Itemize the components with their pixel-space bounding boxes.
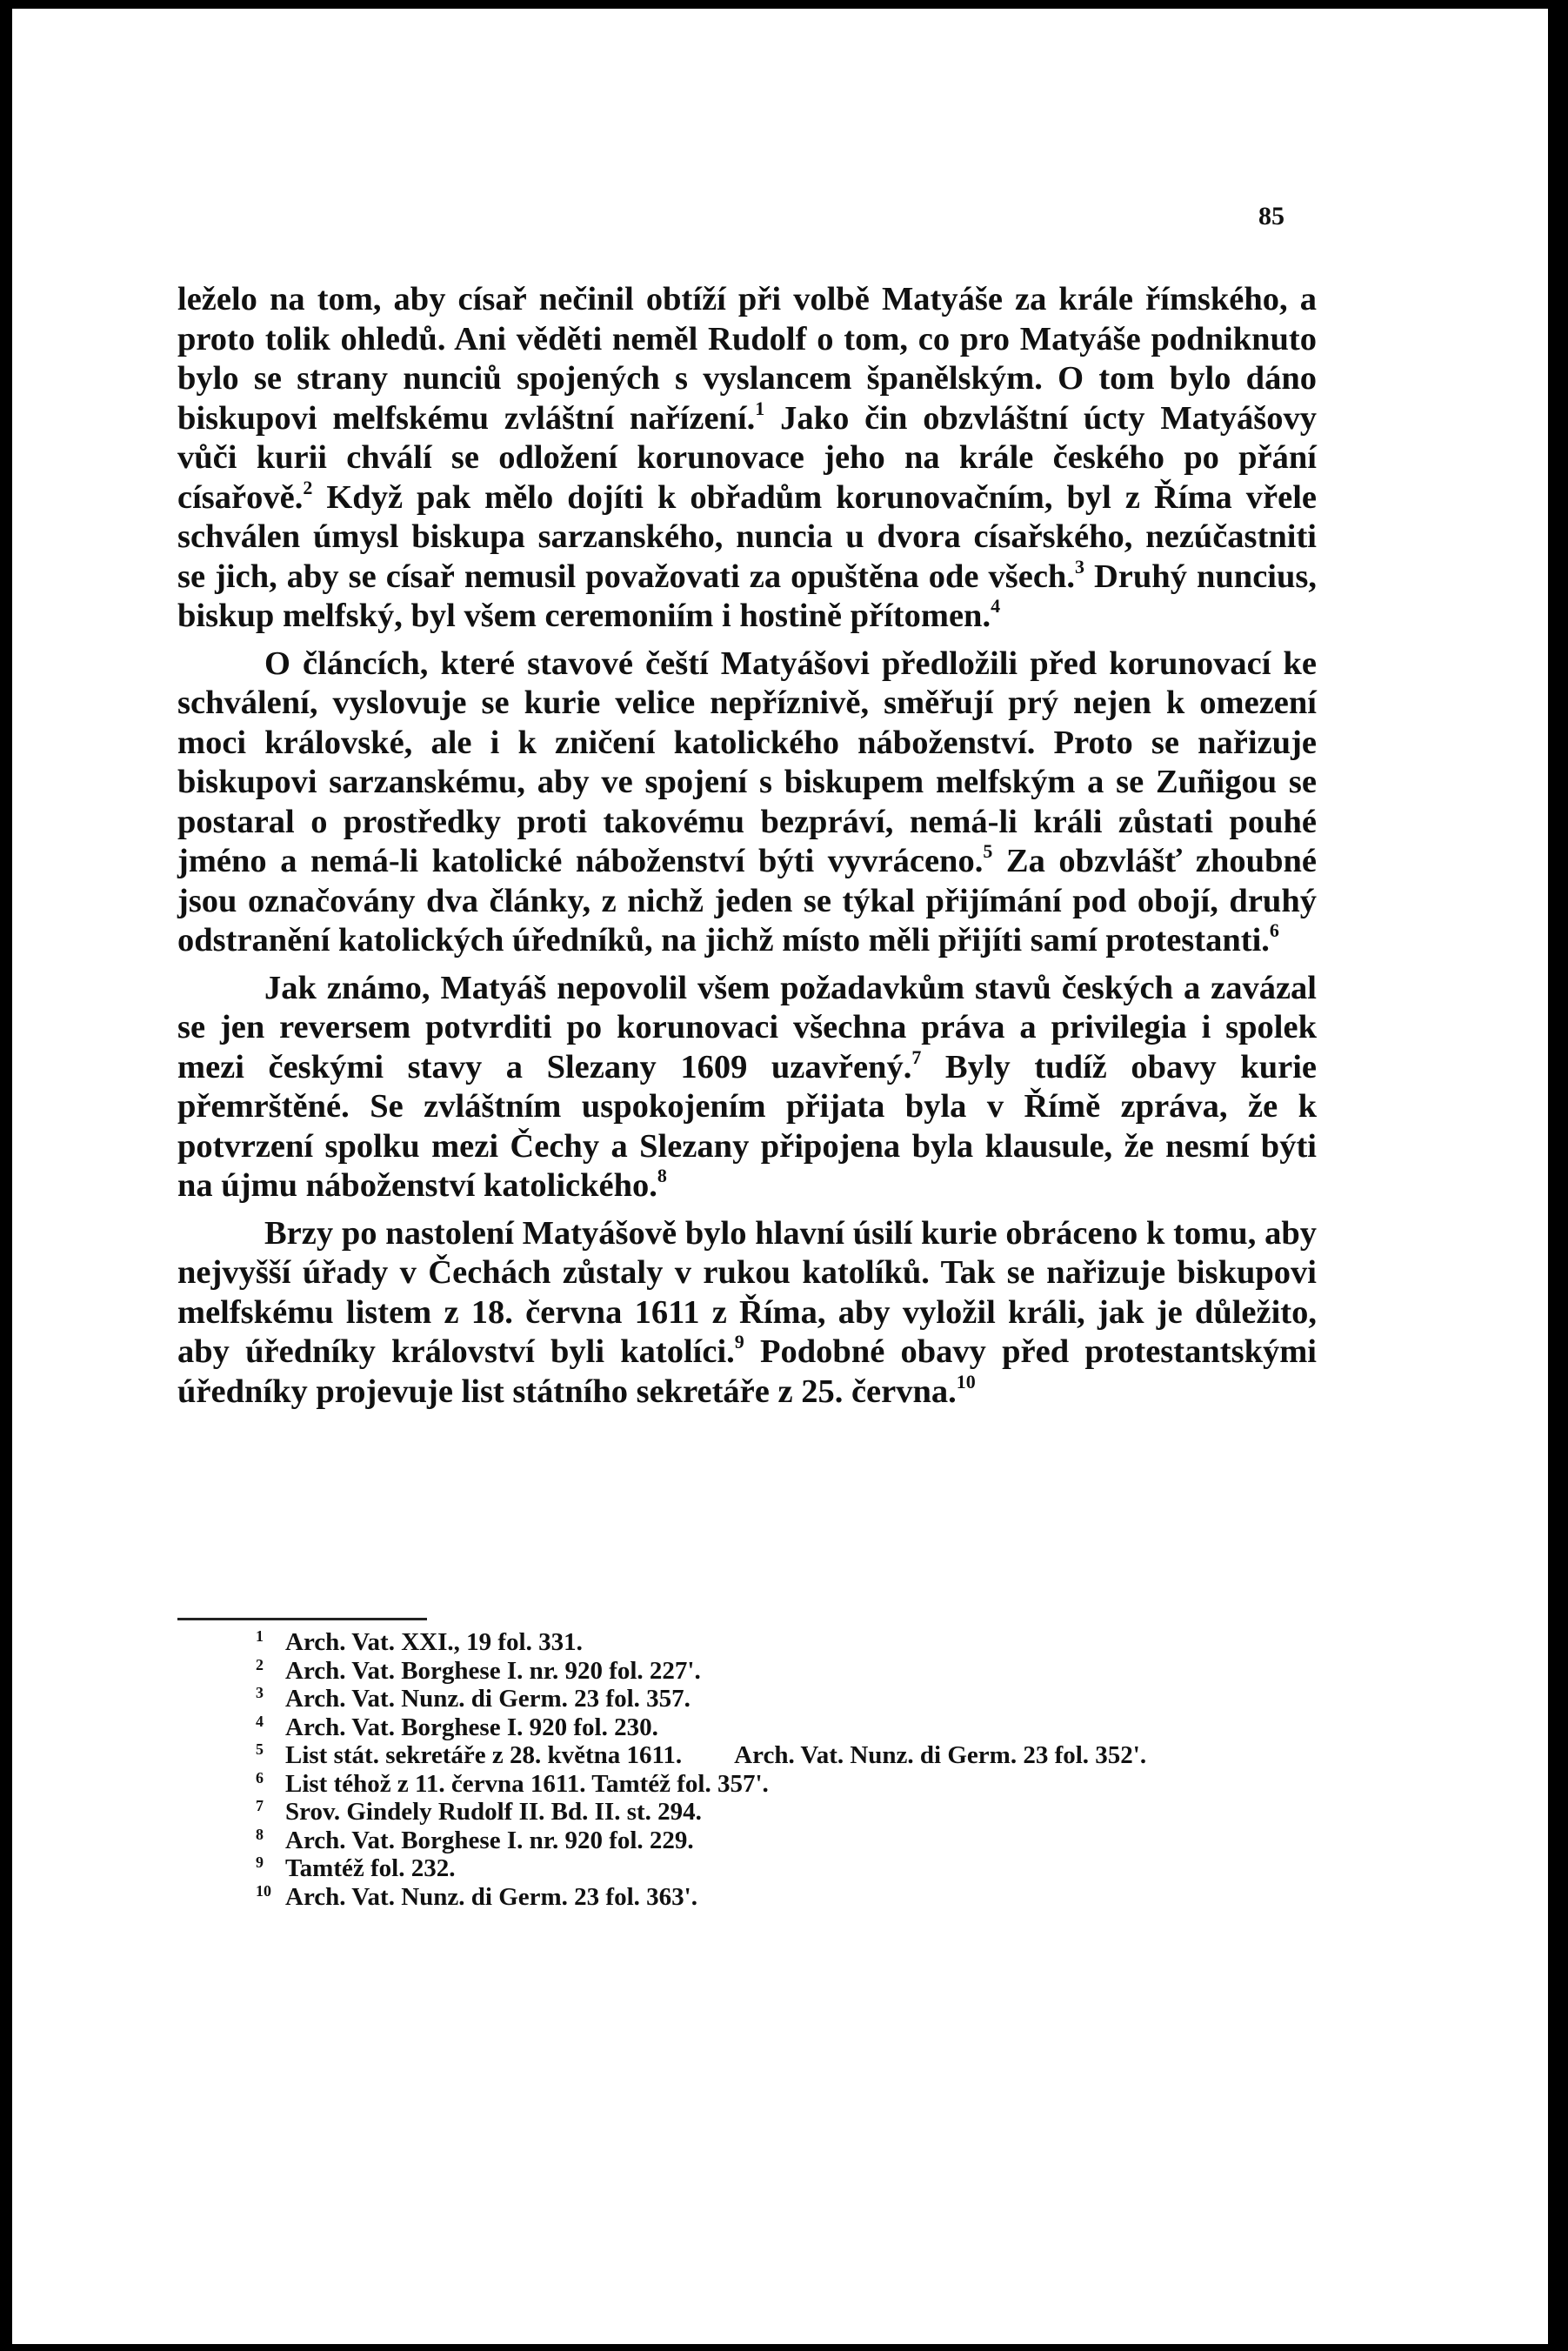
footnote-reference: 1 bbox=[755, 397, 765, 419]
footnote-reference: 9 bbox=[734, 1331, 744, 1352]
footnote-reference: 7 bbox=[911, 1045, 922, 1068]
footnote: 8 Arch. Vat. Borghese I. nr. 920 fol. 229. bbox=[256, 1825, 694, 1854]
footnote: 3 Arch. Vat. Nunz. di Germ. 23 fol. 357. bbox=[256, 1684, 691, 1713]
footnote: 4 Arch. Vat. Borghese I. 920 fol. 230. bbox=[256, 1712, 658, 1741]
footnote: 6 List téhož z 11. června 1611. Tamtéž fol. 357'. bbox=[256, 1768, 769, 1798]
footnote: 2 Arch. Vat. Borghese I. nr. 920 fol. 227'. bbox=[256, 1655, 701, 1685]
footnote-divider bbox=[177, 1618, 427, 1620]
paragraph-text: Brzy po nastolení Matyášově bylo hlavní úsilí kurie obráceno k tomu, aby nejvyšší úřady v Čechách zůstaly v rukou katolíků. Tak se nařizuje biskupovi melfskému listem z 18. června 1611 z Říma, aby vyložil králi, jak je důležito, aby úředníky království byli katolíci. bbox=[177, 1214, 1317, 1370]
footnote-text: Arch. Vat. Nunz. di Germ. 23 fol. 357. bbox=[285, 1685, 691, 1713]
footnote-reference: 3 bbox=[1074, 555, 1084, 578]
footnote-reference: 2 bbox=[303, 476, 313, 498]
footnote-reference: 8 bbox=[657, 1165, 667, 1186]
footnote-text: Arch. Vat. Borghese I. 920 fol. 230. bbox=[285, 1713, 658, 1741]
paragraph bbox=[177, 280, 1317, 637]
footnote: 5 List stát. sekretáře z 28. května 1611. Arch. Vat. Nunz. di Germ. 23 fol. 352'. bbox=[256, 1740, 1147, 1769]
footnote-text: Arch. Vat. XXI., 19 fol. 331. bbox=[285, 1628, 583, 1656]
paragraph-text: Když pak mělo dojíti k obřadům korunovačním, byl z Říma vřele schválen úmysl biskupa sarzanského, nuncia u dvora císařského, nezúčastniti se jich, aby se císař nemusil považovati za opuštěna ode všech. bbox=[177, 478, 1317, 595]
paragraph-text: Podobné obavy před protestantskými úředníky projevuje list státního sekretáře z 25. června. bbox=[177, 1333, 1317, 1410]
paragraph-text: Jako čin obzvláštní úcty Matyášovy vůči kurii chválí se odložení korunovace jeho na krále českého po přání císařově. bbox=[177, 399, 1318, 516]
footnote-reference: 4 bbox=[991, 595, 1001, 617]
paragraph bbox=[177, 969, 1317, 1206]
paragraph-text: O článcích, které stavové čeští Matyášovi předložili před korunovací ke schválení, vyslovuje se kurie velice nepříznivě, směřují prý nejen k omezení moci královské, ale i k zničení katolického náboženství. Proto se nařizuje biskupovi sarzanskému, aby ve spojení s biskupem melfským a se Zuñigou se postaral o prostředky proti takovému bezpráví, nemá-li králi zůstati pouhé jméno a nemá-li katolické náboženství býti vyvráceno. bbox=[177, 645, 1317, 879]
footnote-text: List stát. sekretáře z 28. května 1611. bbox=[285, 1741, 683, 1769]
footnote: 7 Srov. Gindely Rudolf II. Bd. II. st. 294. bbox=[256, 1797, 702, 1826]
footnote: 10 Arch. Vat. Nunz. di Germ. 23 fol. 363'. bbox=[256, 1881, 697, 1911]
footnote-text: List téhož z 11. června 1611. Tamtéž fol. 357'. bbox=[285, 1769, 769, 1798]
footnote-text: Arch. Vat. Nunz. di Germ. 23 fol. 363'. bbox=[285, 1882, 697, 1911]
paragraph-text: Za obzvlášť zhoubné jsou označovány dva články, z nichž jeden se týkal přijímání pod obojí, druhý odstranění katolických úředníků, na jichž místo měli přijíti samí protestanti. bbox=[177, 843, 1317, 958]
paragraph bbox=[177, 645, 1317, 961]
footnote: 9 Tamtéž fol. 232. bbox=[256, 1853, 456, 1882]
paragraph-text: Druhý nuncius, biskup melfský, byl všem ceremoniím i hostině přítomen. bbox=[177, 558, 1317, 634]
footnote-reference: 6 bbox=[1269, 919, 1279, 941]
paragraph bbox=[177, 1214, 1317, 1413]
paragraph-text: leželo na tom, aby císař nečinil obtíží při volbě Matyáše za krále římského, a proto tolik ohledů. Ani věděti neměl Rudolf o tom, co pro Matyáše podniknuto bylo se strany nunciů spojených s vyslancem španělským. O tom bylo dáno biskupovi melfskému zvláštní nařízení. bbox=[177, 281, 1317, 437]
footnote-text: Tamtéž fol. 232. bbox=[285, 1854, 456, 1882]
body-text bbox=[177, 280, 1317, 1419]
footnote-text: Arch. Vat. Borghese I. nr. 920 fol. 229. bbox=[285, 1826, 694, 1854]
paragraph-text: Byly tudíž obavy kurie přemrštěné. Se zvláštním uspokojením přijata byla v Římě zpráva, že k potvrzení spolku mezi Čechy a Slezany připojena byla klausule, že nesmí býti na újmu náboženství katolického. bbox=[177, 1048, 1317, 1204]
footnote: 1 Arch. Vat. XXI., 19 fol. 331. bbox=[256, 1627, 583, 1656]
page-number: 85 bbox=[1258, 202, 1284, 230]
footnotes bbox=[177, 1628, 1317, 1911]
paragraph-text: Jak známo, Matyáš nepovolil všem požadavkům stavů českých a zavázal se jen reversem potvrditi po korunovaci všechna práva a privilegia i spolek mezi českými stavy a Slezany 1609 uzavřený. bbox=[177, 969, 1317, 1085]
footnote-text: Arch. Vat. Borghese I. nr. 920 fol. 227'. bbox=[285, 1656, 701, 1685]
footnote-reference: 10 bbox=[956, 1370, 976, 1393]
footnote-text: Srov. Gindely Rudolf II. Bd. II. st. 294. bbox=[285, 1798, 702, 1826]
footnote-text-continued: Arch. Vat. Nunz. di Germ. 23 fol. 352'. bbox=[734, 1741, 1147, 1769]
footnote-reference: 5 bbox=[983, 840, 993, 862]
page bbox=[12, 9, 1548, 2344]
